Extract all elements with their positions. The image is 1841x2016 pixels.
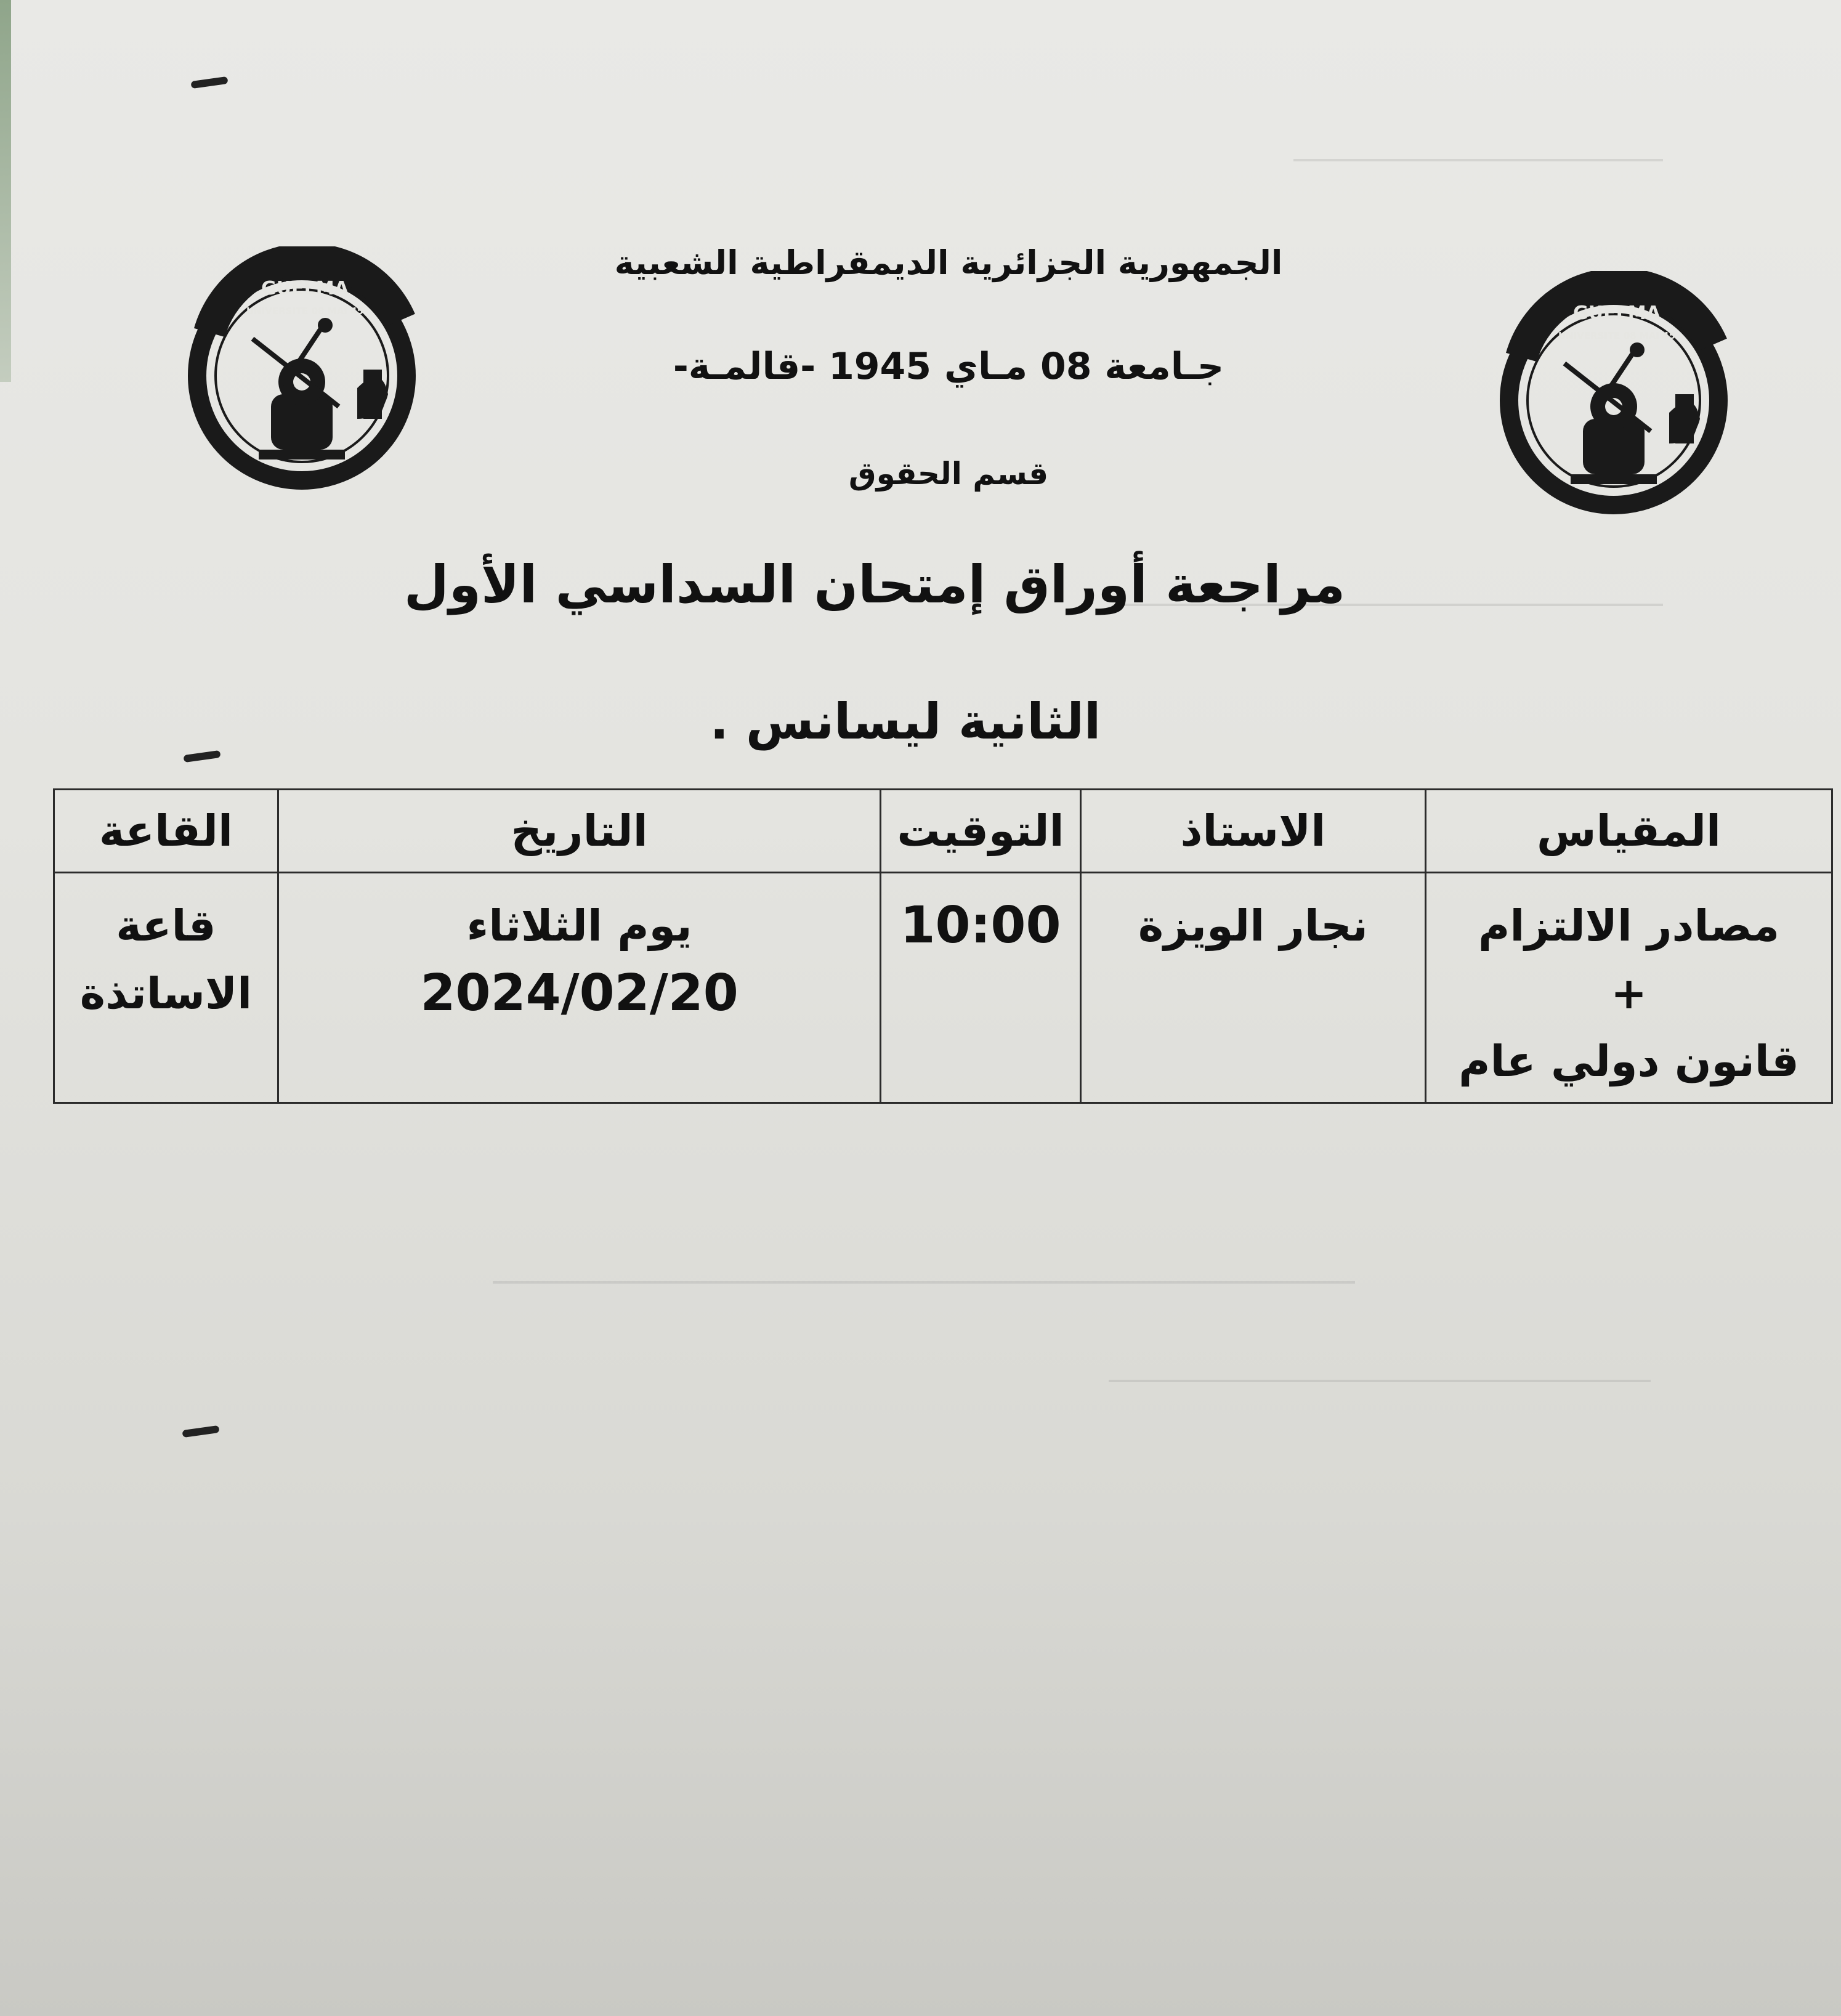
cell-module — [1426, 873, 1832, 1103]
department-name: قسم الحقوق — [848, 456, 1049, 492]
exam-review-table — [53, 788, 1833, 1104]
page-title: مراجعة أوراق إمتحان السداسي الأول — [403, 554, 1346, 615]
time-value: 10:00 — [900, 896, 1061, 955]
republic-heading: الجمهورية الجزائرية الديمقراطية الشعبية — [614, 243, 1283, 282]
logo-text: GUELMA — [1573, 302, 1661, 324]
background-edge — [0, 0, 11, 382]
table-header-row — [54, 790, 1832, 873]
page-subtitle: الثانية ليسانس . — [710, 693, 1101, 750]
table-row — [54, 873, 1832, 1103]
punch-mark — [190, 76, 228, 89]
bleed-through-line — [493, 1281, 1355, 1284]
bleed-through-line — [1109, 1380, 1651, 1382]
room-line-2: الاساتذة — [79, 968, 253, 1019]
bleed-through-line — [1293, 159, 1663, 161]
header-professor: الاستاذ — [1080, 790, 1425, 873]
cell-date — [278, 873, 880, 1103]
cell-room — [54, 873, 278, 1103]
header-module: المقياس — [1426, 790, 1832, 873]
university-logo-right — [1491, 271, 1749, 530]
logo-text: GUELMA — [261, 278, 349, 299]
header-time: التوقيت — [881, 790, 1080, 873]
university-name: جـامعة 08 مـاي 1945 -قالمـة- — [673, 345, 1224, 388]
punch-mark — [183, 750, 221, 763]
cell-professor — [1080, 873, 1425, 1103]
date-day: يوم الثلاثاء — [466, 901, 692, 951]
logo-subtext: UNIVERSITE 08 MAI 45 — [1558, 330, 1676, 341]
module-name-2: قانون دولي عام — [1459, 1036, 1799, 1087]
header-date: التاريخ — [278, 790, 880, 873]
room-line-1: قاعة — [116, 901, 216, 951]
header-room: القاعة — [54, 790, 278, 873]
logo-subtext: UNIVERSITE 08 MAI 45 — [246, 306, 364, 317]
punch-mark — [182, 1425, 219, 1438]
university-logo-left — [179, 246, 437, 505]
module-plus: + — [1611, 968, 1647, 1019]
professor-name: نجار الويزة — [1138, 901, 1368, 951]
module-name-1: مصادر الالتزام — [1478, 901, 1780, 951]
cell-time — [881, 873, 1080, 1103]
date-value: 2024/02/20 — [420, 964, 738, 1022]
